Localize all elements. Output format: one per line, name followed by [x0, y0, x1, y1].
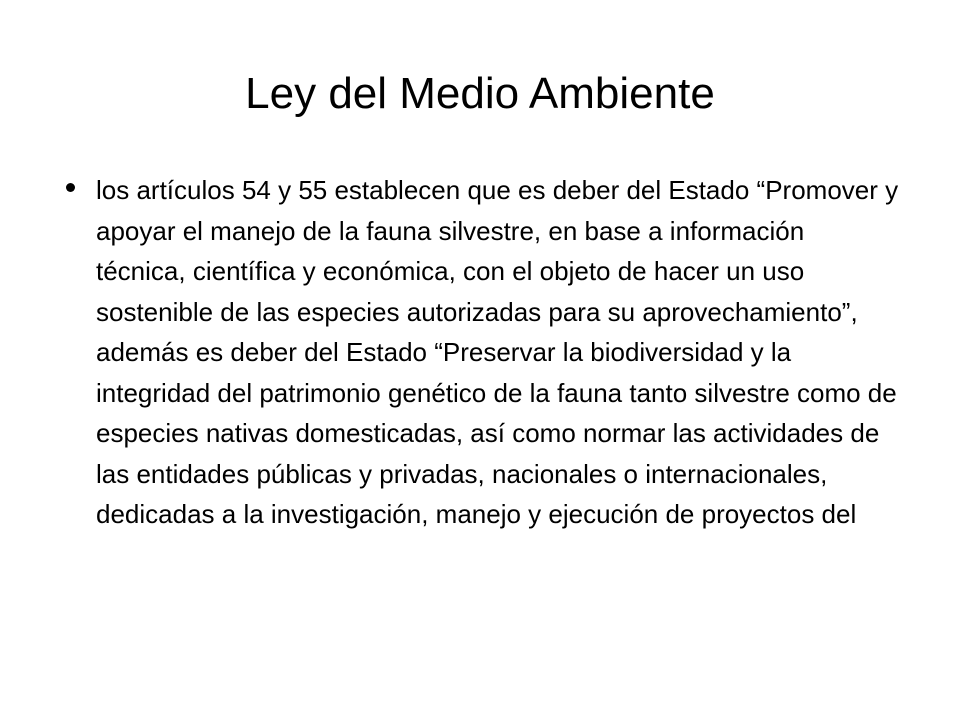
slide-body	[66, 170, 901, 720]
bullet-dot-icon	[66, 183, 75, 192]
bullet-item	[66, 170, 901, 535]
slide-title: Ley del Medio Ambiente	[245, 69, 715, 118]
bullet-text: los artículos 54 y 55 establecen que es deber del Estado “Promover y apoyar el manejo de la fauna silvestre, en base a información técnica, científica y económica, con el objeto de hacer un uso sostenible de las especies autorizadas para su aprovechamiento”, además es deber del Estado “Preservar la biodiversidad y la integridad del patrimonio genético de la fauna tanto silvestre como de especies nativas domesticadas, así como normar las actividades de las entidades públicas y privadas, nacionales o internacionales, dedicadas a la investigación, manejo y ejecución de proyectos del	[96, 175, 899, 529]
